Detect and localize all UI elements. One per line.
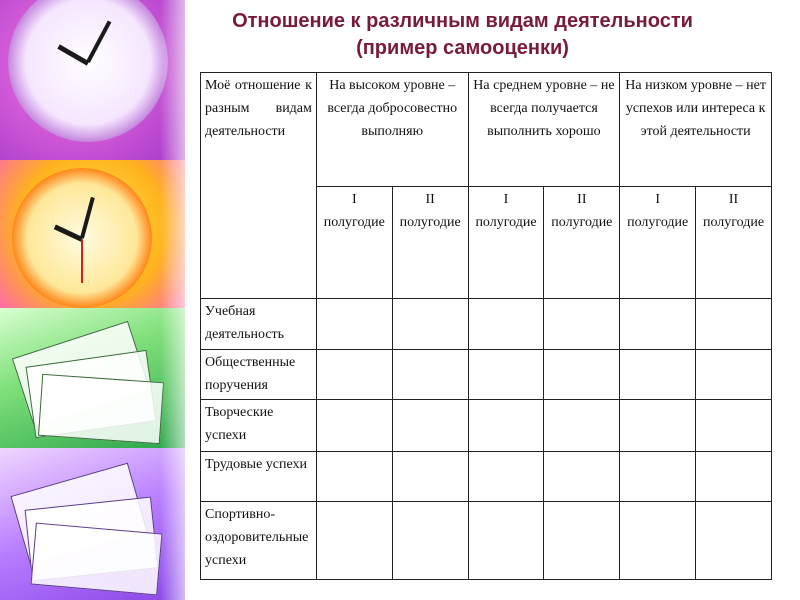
table-cell[interactable] — [392, 400, 468, 452]
table-cell[interactable] — [316, 452, 392, 502]
row-label: Трудовые успехи — [201, 452, 317, 502]
page-title: Отношение к различным видам деятельности (пример самооценки) — [232, 10, 693, 59]
clock-panel-purple — [0, 0, 185, 160]
table-cell[interactable] — [316, 502, 392, 580]
table-cell[interactable] — [544, 400, 620, 452]
table-cell[interactable] — [316, 299, 392, 350]
row-label: Спортивно-оздоровительные успехи — [201, 502, 317, 580]
header-row — [201, 73, 772, 187]
table-row — [201, 452, 772, 502]
strip-fade — [160, 0, 185, 600]
table-cell[interactable] — [316, 350, 392, 400]
table-cell[interactable] — [696, 350, 772, 400]
table-cell[interactable] — [468, 350, 544, 400]
table-cell[interactable] — [392, 502, 468, 580]
papers-panel-green — [0, 308, 185, 448]
table-row — [201, 299, 772, 350]
table-cell[interactable] — [696, 502, 772, 580]
table-cell[interactable] — [392, 299, 468, 350]
table-cell[interactable] — [620, 452, 696, 502]
table-cell[interactable] — [696, 452, 772, 502]
table-cell[interactable] — [468, 452, 544, 502]
table-cell[interactable] — [392, 350, 468, 400]
table-row — [201, 400, 772, 452]
subheader-half-1: I полугодие — [620, 187, 696, 299]
row-label: Творческие успехи — [201, 400, 317, 452]
table-cell[interactable] — [468, 299, 544, 350]
table-cell[interactable] — [544, 350, 620, 400]
table-cell[interactable] — [620, 400, 696, 452]
subheader-half-2: II полугодие — [544, 187, 620, 299]
table-cell[interactable] — [468, 400, 544, 452]
table-cell[interactable] — [468, 502, 544, 580]
table-cell[interactable] — [696, 400, 772, 452]
table-row — [201, 502, 772, 580]
table-row — [201, 350, 772, 400]
table-cell[interactable] — [316, 400, 392, 452]
table-cell[interactable] — [620, 502, 696, 580]
table-cell[interactable] — [544, 452, 620, 502]
column-header-high: На высоком уровне – всегда добросовестно выполняю — [316, 73, 468, 187]
clock-icon — [8, 0, 168, 142]
decorative-image-strip — [0, 0, 185, 600]
corner-header: Моё отношение к разным видам деятельности — [201, 73, 317, 299]
subheader-half-1: I полугодие — [316, 187, 392, 299]
self-assessment-table — [200, 72, 772, 580]
table-cell[interactable] — [620, 350, 696, 400]
table-cell[interactable] — [696, 299, 772, 350]
subheader-half-2: II полугодие — [392, 187, 468, 299]
subheader-half-1: I полугодие — [468, 187, 544, 299]
papers-panel-purple — [0, 448, 185, 600]
table-cell[interactable] — [544, 502, 620, 580]
clock-icon — [12, 168, 152, 308]
clock-panel-yellow — [0, 160, 185, 308]
subheader-half-2: II полугодие — [696, 187, 772, 299]
table-cell[interactable] — [544, 299, 620, 350]
table-cell[interactable] — [620, 299, 696, 350]
column-header-low: На низком уровне – нет успехов или интереса к этой деятельности — [620, 73, 772, 187]
row-label: Общественные поручения — [201, 350, 317, 400]
column-header-medium: На среднем уровне – не всегда получается выполнить хорошо — [468, 73, 620, 187]
table-cell[interactable] — [392, 452, 468, 502]
row-label: Учебная деятельность — [201, 299, 317, 350]
